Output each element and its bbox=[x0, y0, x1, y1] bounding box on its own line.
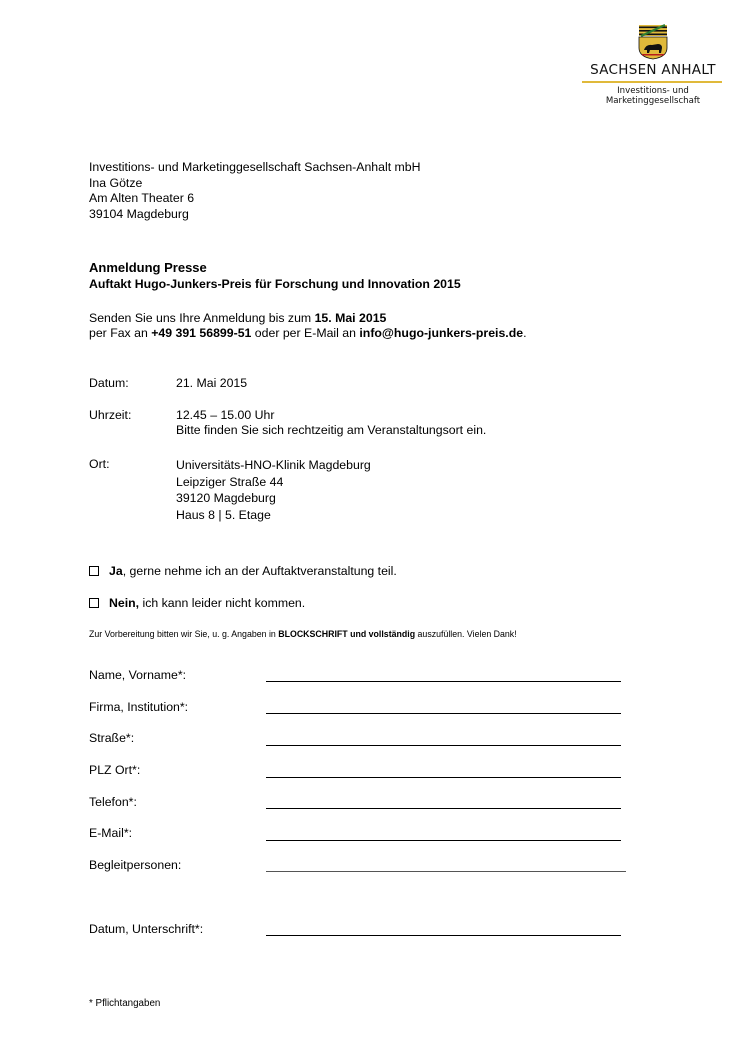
option-no-text: ich kann leider nicht kommen. bbox=[139, 596, 306, 610]
instructions-text: Senden Sie uns Ihre Anmeldung bis zum bbox=[89, 311, 315, 325]
date-label: Datum: bbox=[89, 376, 129, 390]
instructions-line-1 bbox=[89, 311, 526, 326]
place-line-2: Leipziger Straße 44 bbox=[176, 474, 284, 489]
option-yes-text: , gerne nehme ich an der Auftaktveranstaltung teil. bbox=[122, 564, 397, 578]
phone-field[interactable] bbox=[266, 808, 621, 809]
email-address[interactable]: info@hugo-junkers-preis.de bbox=[359, 325, 524, 340]
place-label: Ort: bbox=[89, 457, 110, 471]
address-line-4: 39104 Magdeburg bbox=[89, 206, 189, 221]
checkbox-yes[interactable] bbox=[89, 566, 99, 576]
option-no-bold: Nein, bbox=[109, 596, 140, 610]
city-field[interactable] bbox=[266, 777, 621, 778]
logo bbox=[580, 24, 726, 106]
brand-subtitle-2: Marketinggesellschaft bbox=[605, 96, 701, 106]
city-label: PLZ Ort*: bbox=[89, 763, 141, 777]
note-bold: BLOCKSCHRIFT und vollständig bbox=[278, 629, 416, 639]
checkbox-no[interactable] bbox=[89, 598, 99, 608]
page-subtitle: Auftakt Hugo-Junkers-Preis für Forschung und Innovation 2015 bbox=[89, 277, 461, 291]
phone-label: Telefon*: bbox=[89, 795, 137, 809]
name-label: Name, Vorname*: bbox=[89, 668, 187, 682]
coat-of-arms-icon bbox=[638, 24, 668, 60]
time-value bbox=[176, 408, 486, 438]
note-suffix: auszufüllen. Vielen Dank! bbox=[415, 629, 517, 639]
note-prefix: Zur Vorbereitung bitten wir Sie, u. g. Angaben in bbox=[89, 629, 279, 639]
street-label: Straße*: bbox=[89, 731, 135, 745]
deadline-date: 15. Mai 2015 bbox=[314, 311, 387, 325]
companions-label: Begleitpersonen: bbox=[89, 858, 182, 872]
brand-name: SACHSEN ANHALT bbox=[590, 62, 716, 78]
fax-number: +49 391 56899-51 bbox=[151, 325, 252, 340]
street-field[interactable] bbox=[266, 745, 621, 746]
address-line-1: Investitions- und Marketinggesellschaft Sachsen-Anhalt mbH bbox=[89, 160, 421, 174]
instructions bbox=[89, 311, 526, 340]
place-value bbox=[176, 457, 371, 523]
signature-field[interactable] bbox=[266, 935, 621, 936]
company-label: Firma, Institution*: bbox=[89, 700, 189, 714]
instructions-period: . bbox=[523, 325, 527, 340]
email-field[interactable] bbox=[266, 840, 621, 841]
place-line-3: 39120 Magdeburg bbox=[176, 491, 276, 505]
page-title: Anmeldung Presse bbox=[89, 260, 207, 275]
brand-rule bbox=[582, 81, 722, 83]
address-line-2: Ina Götze bbox=[89, 175, 143, 190]
time-note: Bitte finden Sie sich rechtzeitig am Veranstaltungsort ein. bbox=[176, 423, 487, 437]
email-prefix: oder per E-Mail an bbox=[251, 325, 360, 340]
fill-note bbox=[89, 629, 517, 639]
date-value: 21. Mai 2015 bbox=[176, 376, 248, 390]
brand-subtitle-1: Investitions- und bbox=[617, 86, 689, 96]
signature-label: Datum, Unterschrift*: bbox=[89, 922, 204, 936]
address-line-3: Am Alten Theater 6 bbox=[89, 191, 195, 205]
place-line-4: Haus 8 | 5. Etage bbox=[176, 507, 271, 522]
time-label: Uhrzeit: bbox=[89, 408, 132, 422]
instructions-line-2 bbox=[89, 326, 526, 341]
company-field[interactable] bbox=[266, 713, 621, 714]
recipient-address bbox=[89, 160, 421, 222]
option-yes[interactable] bbox=[89, 564, 397, 578]
option-no[interactable] bbox=[89, 596, 305, 610]
footnote: * Pflichtangaben bbox=[89, 998, 161, 1009]
option-yes-bold: Ja bbox=[109, 564, 123, 578]
fax-prefix: per Fax an bbox=[89, 325, 152, 340]
companions-field[interactable] bbox=[266, 871, 626, 872]
name-field[interactable] bbox=[266, 681, 621, 682]
time-range: 12.45 – 15.00 Uhr bbox=[176, 408, 275, 422]
email-label: E-Mail*: bbox=[89, 826, 133, 840]
place-line-1: Universitäts-HNO-Klinik Magdeburg bbox=[176, 458, 371, 472]
